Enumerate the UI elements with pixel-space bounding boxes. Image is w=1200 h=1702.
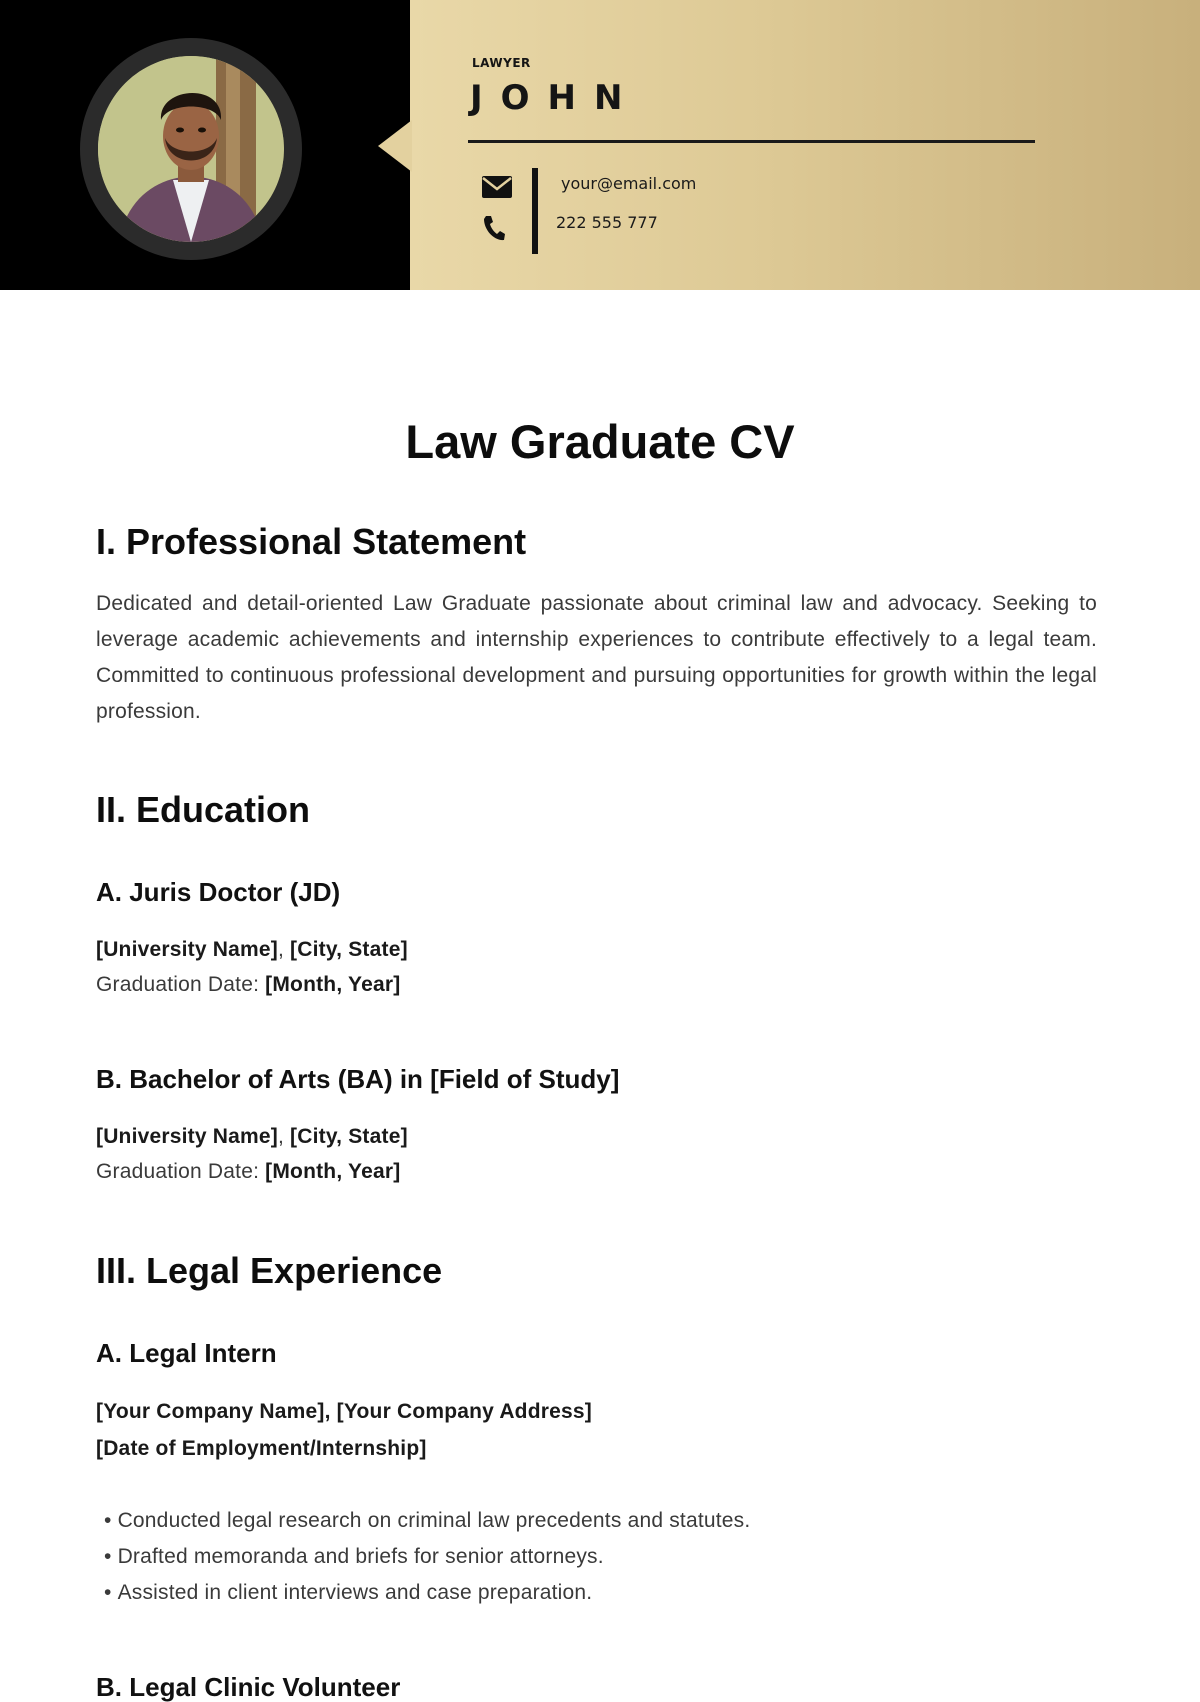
institution-separator: ,	[277, 1125, 291, 1148]
cv-header	[0, 0, 1200, 290]
section-heading-statement: I. Professional Statement	[96, 521, 527, 562]
job-role: LAWYER	[472, 56, 531, 70]
contact-divider	[532, 168, 538, 254]
education-item-date	[96, 971, 400, 999]
experience-company: [Your Company Name], [Your Company Address]	[96, 1400, 592, 1423]
email-address[interactable]: your@email.com	[561, 174, 697, 193]
university-name: [University Name]	[96, 938, 278, 961]
graduation-date-label: Graduation Date:	[96, 973, 266, 996]
education-item-institution	[96, 1123, 408, 1151]
experience-dates: [Date of Employment/Internship]	[96, 1437, 427, 1460]
university-name: [University Name]	[96, 1125, 278, 1148]
header-pointer	[378, 120, 412, 172]
experience-item-title: B. Legal Clinic Volunteer	[96, 1672, 401, 1702]
section-heading-education: II. Education	[96, 789, 311, 830]
experience-item-title: A. Legal Intern	[96, 1338, 277, 1368]
university-location: [City, State]	[290, 1125, 408, 1148]
education-item-title: A. Juris Doctor (JD)	[96, 877, 341, 907]
phone-icon	[482, 214, 506, 247]
institution-separator: ,	[277, 938, 291, 961]
phone-number[interactable]: 222 555 777	[556, 213, 658, 232]
education-item-date	[96, 1158, 400, 1186]
envelope-icon	[482, 176, 512, 203]
list-item: • Assisted in client interviews and case preparation.	[104, 1575, 750, 1611]
portrait-image	[98, 56, 284, 242]
education-item-title: B. Bachelor of Arts (BA) in [Field of Study]	[96, 1064, 620, 1094]
document-title: Law Graduate CV	[405, 415, 795, 468]
experience-duties-list	[104, 1503, 750, 1611]
candidate-name: JOHN	[470, 78, 641, 118]
list-item: • Drafted memoranda and briefs for senior attorneys.	[104, 1539, 750, 1575]
section-heading-experience: III. Legal Experience	[96, 1250, 443, 1291]
statement-text: Dedicated and detail-oriented Law Graduate passionate about criminal law and advocacy. Seeking to leverage academic achievements and internship experiences to contribute effectively to a legal team. Committed to continuous professional development and pursuing opportunities for growth within the legal profession.	[96, 592, 1097, 723]
graduation-date-value: [Month, Year]	[265, 1160, 401, 1183]
education-item-institution	[96, 936, 408, 964]
profile-photo-frame	[80, 38, 302, 260]
header-right-panel	[410, 0, 1200, 290]
graduation-date-value: [Month, Year]	[265, 973, 401, 996]
name-divider	[468, 140, 1035, 143]
list-item: • Conducted legal research on criminal law precedents and statutes.	[104, 1503, 750, 1539]
university-location: [City, State]	[290, 938, 408, 961]
profile-photo	[98, 56, 284, 242]
graduation-date-label: Graduation Date:	[96, 1160, 266, 1183]
